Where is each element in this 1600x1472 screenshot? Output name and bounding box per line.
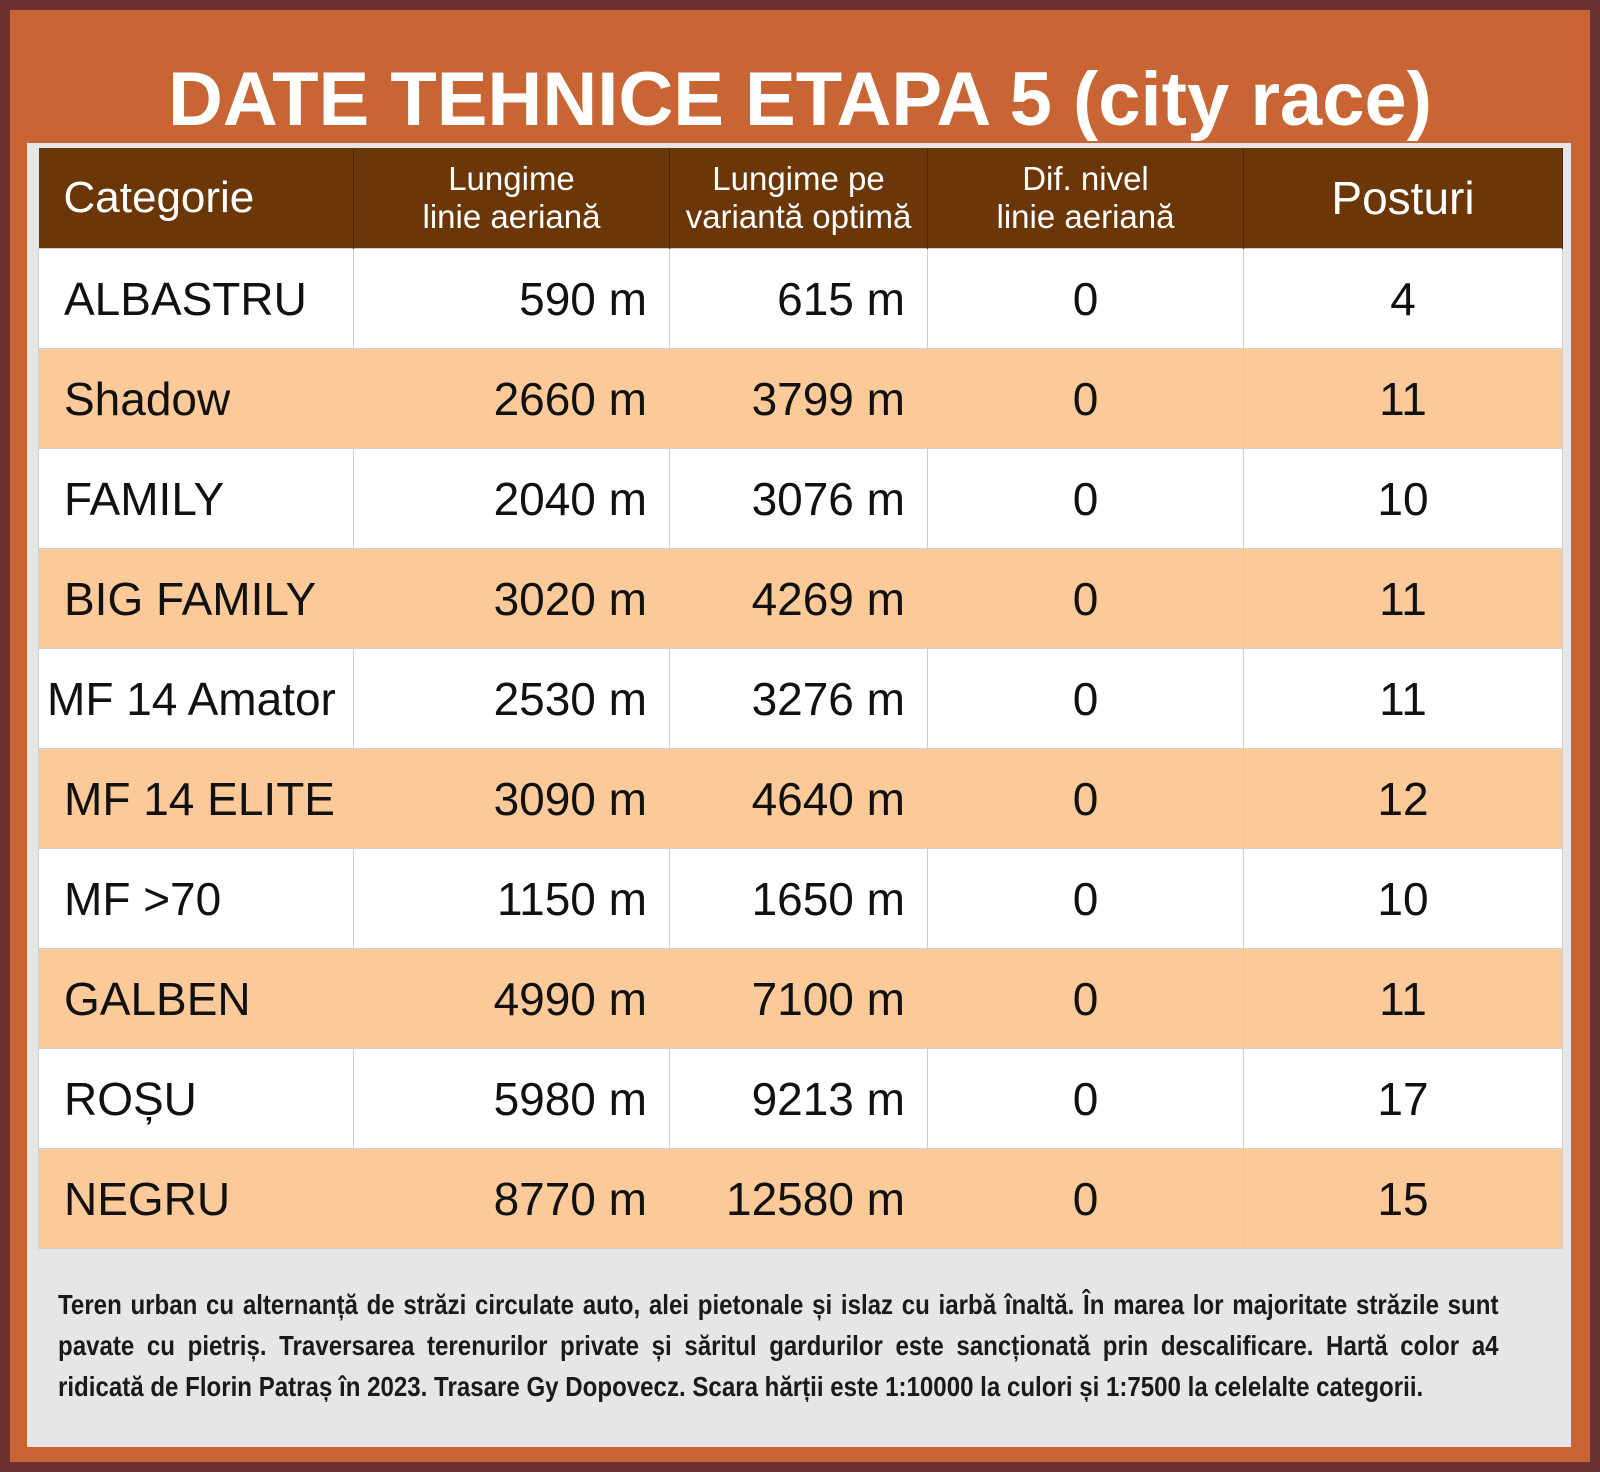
posturi-cell: 15 [1244,1149,1563,1249]
header-label-line1: Lungime pe [712,160,885,197]
varianta-optima-cell: 4269 m [670,549,928,649]
table-row [39,649,1563,749]
dif-nivel-cell: 0 [928,249,1244,349]
header-label-line1: Lungime [448,160,575,197]
category-cell: ALBASTRU [39,249,354,349]
varianta-optima-cell: 615 m [670,249,928,349]
linie-aeriana-cell: 8770 m [354,1149,670,1249]
table-row [39,1149,1563,1249]
header-label-line2: variantă optimă [685,198,912,235]
dif-nivel-cell: 0 [928,749,1244,849]
posturi-cell: 11 [1244,649,1563,749]
dif-nivel-cell: 0 [928,649,1244,749]
varianta-optima-cell: 1650 m [670,849,928,949]
dif-nivel-cell: 0 [928,949,1244,1049]
varianta-optima-cell: 3276 m [670,649,928,749]
terrain-description: Teren urban cu alternanță de străzi circulate auto, alei pietonale și islaz cu iarbă înaltă. În marea lor majoritate străzile sunt pavate cu pietriș. Traversarea terenurilor private și săritul gardurilor este sancționată prin descalificare. Hartă color a4 ridicată de Florin Patraș în 2023. Trasare Gy Dopovecz. Scara hărții este 1:10000 la culori și 1:7500 la celelalte categorii. [58,1289,1499,1402]
table-row [39,749,1563,849]
linie-aeriana-cell: 5980 m [354,1049,670,1149]
varianta-optima-cell: 3076 m [670,449,928,549]
category-cell: MF 14 Amator [39,649,354,749]
linie-aeriana-cell: 3090 m [354,749,670,849]
category-cell: GALBEN [39,949,354,1049]
linie-aeriana-cell: 2530 m [354,649,670,749]
category-cell: MF >70 [39,849,354,949]
posturi-cell: 10 [1244,449,1563,549]
category-cell: NEGRU [39,1149,354,1249]
posturi-cell: 10 [1244,849,1563,949]
header-categorie [39,148,354,249]
technical-data-table [38,148,1563,1249]
header-categorie-label: Categorie [63,173,255,222]
varianta-optima-cell: 12580 m [670,1149,928,1249]
dif-nivel-cell: 0 [928,549,1244,649]
varianta-optima-cell: 9213 m [670,1049,928,1149]
dif-nivel-cell: 0 [928,449,1244,549]
category-cell: Shadow [39,349,354,449]
header-label-line2: linie aeriană [422,198,601,235]
linie-aeriana-cell: 4990 m [354,949,670,1049]
header-posturi-label: Posturi [1331,172,1475,224]
category-cell: BIG FAMILY [39,549,354,649]
table-row [39,549,1563,649]
posturi-cell: 11 [1244,549,1563,649]
table-row [39,1049,1563,1149]
posturi-cell: 11 [1244,349,1563,449]
header-label-line1: Dif. nivel [1022,160,1149,197]
header-lungime-varianta-optima [670,148,928,249]
varianta-optima-cell: 4640 m [670,749,928,849]
header-posturi [1244,148,1563,249]
header-label-line2: linie aeriană [996,198,1175,235]
linie-aeriana-cell: 2040 m [354,449,670,549]
table-row [39,449,1563,549]
posturi-cell: 12 [1244,749,1563,849]
table-row [39,849,1563,949]
posturi-cell: 4 [1244,249,1563,349]
dif-nivel-cell: 0 [928,349,1244,449]
linie-aeriana-cell: 2660 m [354,349,670,449]
linie-aeriana-cell: 3020 m [354,549,670,649]
table-row [39,349,1563,449]
linie-aeriana-cell: 1150 m [354,849,670,949]
dif-nivel-cell: 0 [928,1049,1244,1149]
category-cell: MF 14 ELITE [39,749,354,849]
dif-nivel-cell: 0 [928,1149,1244,1249]
varianta-optima-cell: 7100 m [670,949,928,1049]
varianta-optima-cell: 3799 m [670,349,928,449]
table-header-row [39,148,1563,249]
posturi-cell: 17 [1244,1049,1563,1149]
table-row [39,249,1563,349]
header-lungime-linie-aeriana [354,148,670,249]
dif-nivel-cell: 0 [928,849,1244,949]
page-title: DATE TEHNICE ETAPA 5 (city race) [167,57,1433,142]
category-cell: FAMILY [39,449,354,549]
table-row [39,949,1563,1049]
header-dif-nivel [928,148,1244,249]
category-cell: ROȘU [39,1049,354,1149]
posturi-cell: 11 [1244,949,1563,1049]
linie-aeriana-cell: 590 m [354,249,670,349]
